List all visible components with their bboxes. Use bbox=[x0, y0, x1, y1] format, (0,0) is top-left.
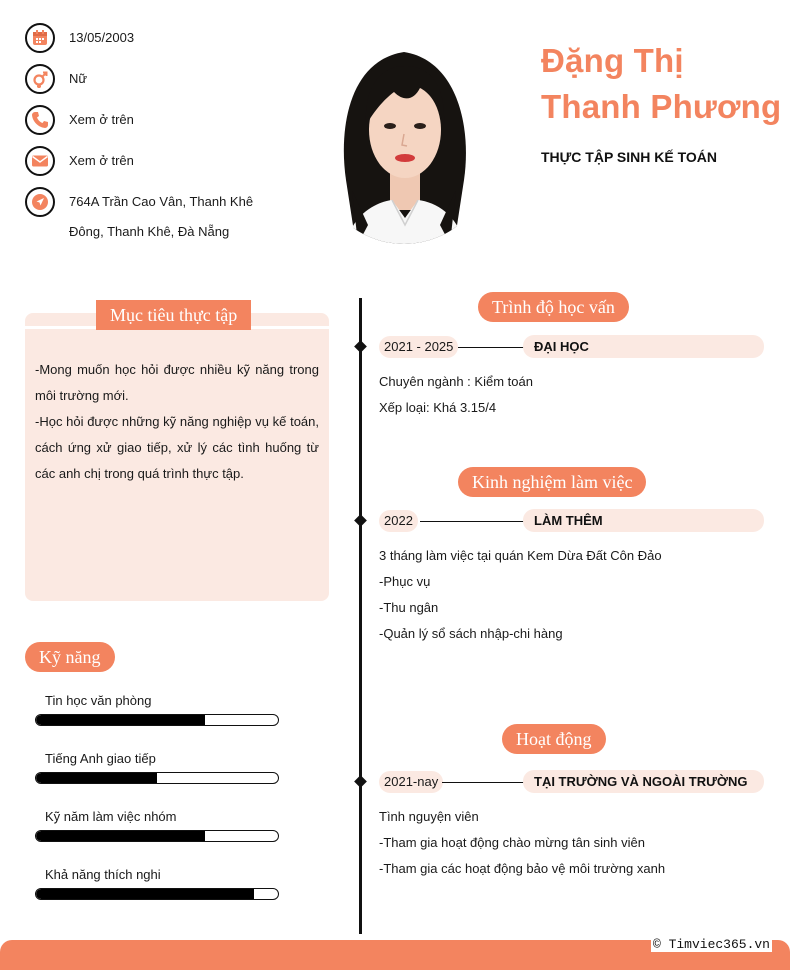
objective-paragraph: -Mong muốn học hỏi được nhiều kỹ năng trong môi trường mới. bbox=[35, 362, 319, 403]
birthdate-text: 13/05/2003 bbox=[69, 30, 135, 45]
calendar-icon bbox=[25, 23, 55, 53]
activities-detail: Tình nguyện viên bbox=[379, 809, 479, 824]
timeline-connector bbox=[458, 347, 528, 348]
experience-detail: 3 tháng làm việc tại quán Kem Dừa Đất Côn Đảo bbox=[379, 548, 662, 563]
timeline-connector bbox=[442, 782, 528, 783]
education-detail: Chuyên ngành : Kiểm toán bbox=[379, 374, 533, 389]
phone-icon bbox=[25, 105, 55, 135]
objective-heading: Mục tiêu thực tập bbox=[96, 300, 251, 330]
experience-detail: -Phục vụ bbox=[379, 574, 431, 589]
skill-bar bbox=[35, 830, 279, 842]
skill-bar bbox=[35, 772, 279, 784]
objective-paragraph: -Học hỏi được những kỹ năng nghiệp vụ kế toán, cách ứng xử giao tiếp, xử lý các tình huống từ các anh chị trong quá trình thực tập. bbox=[35, 414, 319, 481]
timeline-line bbox=[359, 298, 362, 934]
phone-text: Xem ở trên bbox=[69, 112, 134, 127]
activities-detail: -Tham gia các hoạt động bảo vệ môi trường xanh bbox=[379, 861, 666, 876]
timeline-marker bbox=[354, 514, 367, 527]
skill-bar bbox=[35, 888, 279, 900]
skill-label: Khả năng thích nghi bbox=[45, 867, 161, 882]
experience-period: 2022 bbox=[379, 510, 418, 532]
name-line1: Đặng Thị bbox=[541, 42, 684, 79]
gender-text: Nữ bbox=[69, 71, 88, 86]
footer-watermark: © Timviec365.vn bbox=[652, 937, 770, 952]
activities-detail: -Tham gia hoạt động chào mừng tân sinh viên bbox=[379, 835, 645, 850]
timeline-marker bbox=[354, 340, 367, 353]
education-detail: Xếp loại: Khá 3.15/4 bbox=[379, 400, 497, 415]
experience-detail: -Thu ngân bbox=[379, 600, 439, 615]
skill-label: Tiếng Anh giao tiếp bbox=[45, 751, 156, 766]
address-line1: 764A Trần Cao Vân, Thanh Khê bbox=[69, 194, 254, 209]
education-period: 2021 - 2025 bbox=[379, 336, 458, 358]
activities-category: TẠI TRƯỜNG VÀ NGOÀI TRƯỜNG bbox=[523, 770, 764, 793]
skill-bar-fill bbox=[36, 831, 205, 841]
skills-heading: Kỹ năng bbox=[25, 642, 115, 672]
activities-period: 2021-nay bbox=[379, 771, 443, 793]
skill-label: Kỹ năm làm việc nhóm bbox=[45, 809, 177, 824]
education-category: ĐẠI HỌC bbox=[523, 335, 764, 358]
activities-heading: Hoạt động bbox=[502, 724, 606, 754]
profile-photo bbox=[316, 30, 492, 244]
mail-icon bbox=[25, 146, 55, 176]
location-icon bbox=[25, 187, 55, 217]
objective-text bbox=[35, 357, 319, 487]
timeline-marker bbox=[354, 775, 367, 788]
experience-detail: -Quản lý sổ sách nhập-chi hàng bbox=[379, 626, 563, 641]
email-text: Xem ở trên bbox=[69, 153, 134, 168]
gender-icon bbox=[25, 64, 55, 94]
job-title: THỰC TẬP SINH KẾ TOÁN bbox=[541, 149, 717, 165]
skill-label: Tin học văn phòng bbox=[45, 693, 152, 708]
skill-bar bbox=[35, 714, 279, 726]
experience-category: LÀM THÊM bbox=[523, 509, 764, 532]
timeline-connector bbox=[420, 521, 528, 522]
name-line2: Thanh Phương bbox=[541, 88, 782, 125]
skill-bar-fill bbox=[36, 889, 254, 899]
skill-bar-fill bbox=[36, 773, 157, 783]
education-heading: Trình độ học vấn bbox=[478, 292, 629, 322]
skill-bar-fill bbox=[36, 715, 205, 725]
experience-heading: Kinh nghiệm làm việc bbox=[458, 467, 646, 497]
address-line2: Đông, Thanh Khê, Đà Nẵng bbox=[69, 224, 230, 239]
